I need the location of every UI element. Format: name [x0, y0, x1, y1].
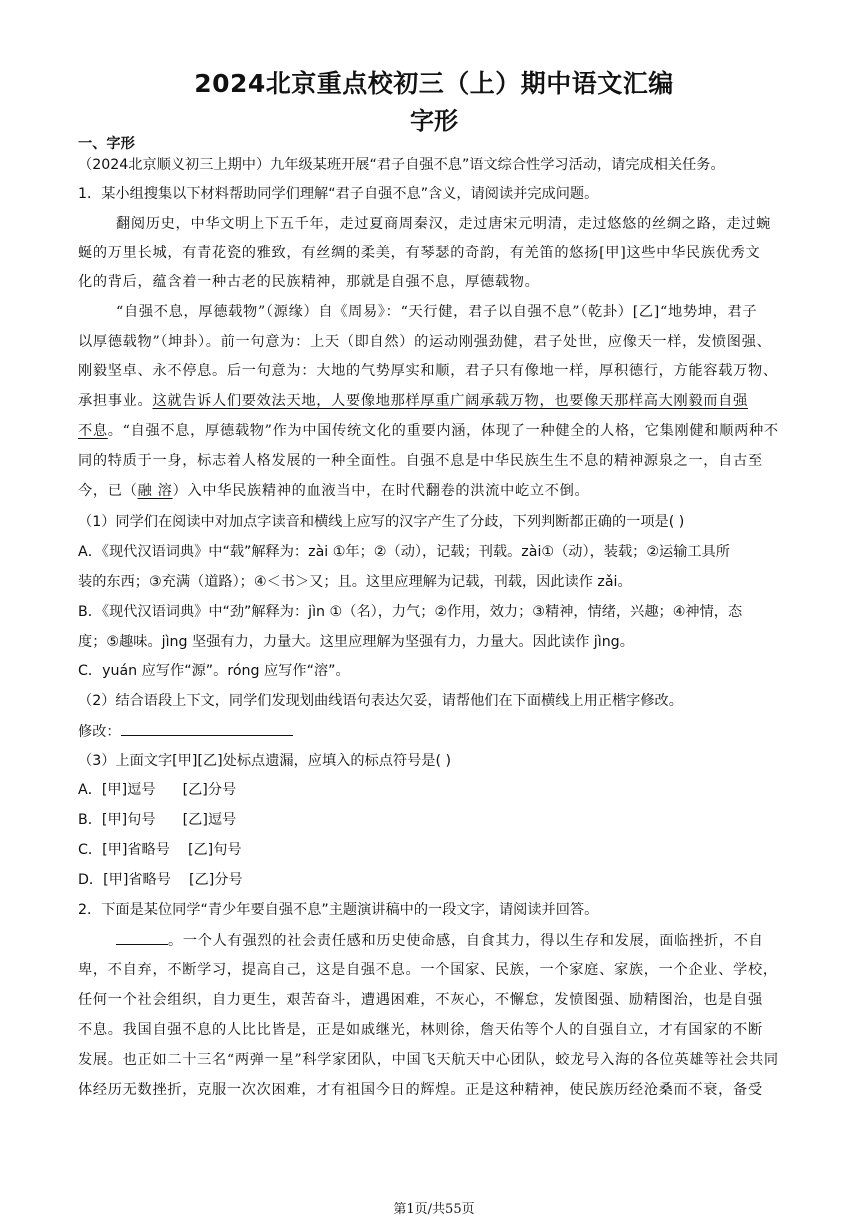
passage-line: [78, 420, 790, 442]
option-a: A．《现代汉语词典》中“载”解释为：zài ①年；②（动），记载；刊载。zài①（动），装载；②运输工具所: [78, 544, 730, 560]
choice-characters: 融 溶: [137, 483, 173, 499]
passage-text: 。“自强不息，厚德载物”作为中国传统文化的重要内涵，体现了一种健全的人格，它集刚健和顺两种不: [107, 423, 779, 439]
fix-label: 修改：: [78, 724, 121, 740]
section-heading: 一、字形: [78, 136, 135, 152]
speech-line: 不息。我国自强不息的人比比皆是，正是如戚继光，林则徐，詹天佑等个人的自强自立，才有国家的不断: [78, 1022, 763, 1038]
passage-line: 以厚德载物”（坤卦）。前一句意为：上天（即自然）的运动刚强劲健，君子处世，应像天一样，发愤图强、: [78, 334, 772, 350]
passage-line: 刚毅坚卓、永不停息。后一句意为：大地的气势厚实和顺，君子只有像地一样，厚积德行，方能容载万物、: [78, 363, 778, 379]
passage-line: 翻阅历史，中华文明上下五千年，走过夏商周秦汉，走过唐宋元明清，走过悠悠的丝绸之路，走过蜿: [116, 216, 772, 232]
speech-text: 。一个人有强烈的社会责任感和历史使命感，自食其力，得以生存和发展，面临挫折，不自: [168, 933, 764, 949]
choice-c: C．[甲]省略号 [乙]句号: [78, 842, 242, 858]
choice-b: B．[甲]句号 [乙]逗号: [78, 812, 237, 828]
passage-line: [78, 480, 790, 502]
option-a-cont: 装的东西；③充满（道路）；④＜书＞又；且。这里应理解为记载，刊载，因此读作 zǎi。: [78, 574, 632, 590]
speech-line: 任何一个社会组织，自力更生，艰苦奋斗，遭遇困难，不灰心，不懈怠，发愤图强、励精图治，也是自强: [78, 992, 763, 1008]
option-b: B．《现代汉语词典》中“劲”解释为：jìn ①（名），力气；②作用，效力；③精神，情绪，兴趣；④神情，态: [78, 604, 743, 620]
page-subtitle: 字形: [410, 107, 458, 135]
question-2-prompt: 2．下面是某位同学“青少年要自强不息”主题演讲稿中的一段文字，请阅读并回答。: [78, 902, 599, 918]
passage-text: 今，已（: [78, 483, 138, 499]
question-1-prompt: 1．某小组搜集以下材料帮助同学们理解“君子自强不息”含义，请阅读并完成问题。: [78, 186, 599, 202]
choice-a: A．[甲]逗号 [乙]分号: [78, 782, 237, 798]
page-footer: 第1页/共55页: [393, 1202, 475, 1217]
passage-line: 化的背后，蕴含着一种古老的民族精神，那就是自强不息，厚德载物。: [78, 274, 540, 290]
option-b-cont: 度；⑤趣味。jìng 坚强有力，力量大。这里应理解为坚强有力，力量大。因此读作 jìng。: [78, 634, 634, 650]
passage-text: 承担事业。: [78, 393, 153, 409]
sub-question-2: （2）结合语段上下文，同学们发现划曲线语句表达欠妥，请帮他们在下面横线上用正楷字修改。: [78, 693, 683, 709]
fix-answer-line: [78, 720, 790, 743]
passage-line: [78, 390, 790, 412]
speech-line: 体经历无数挫折，克服一次次困难，才有祖国今日的辉煌。正是这种精神，使民族历经沧桑而不衰，备受: [78, 1082, 763, 1098]
option-c: C．yuán 应写作“源”。róng 应写作“溶”。: [78, 663, 350, 679]
underlined-sentence: 这就告诉人们要效法天地，人要像地那样厚重广阔承载万物，也要像天那样高大刚毅而自强: [152, 393, 748, 409]
passage-line: “自强不息，厚德载物”（源缘）自《周易》：“天行健，君子以自强不息”（乾卦）[乙]“地势坤，君子: [116, 304, 758, 320]
sub-question-1: （1）同学们在阅读中对加点字读音和横线上应写的汉字产生了分歧，下列判断都正确的一项是( ): [78, 514, 685, 530]
sub-question-3: （3）上面文字[甲][乙]处标点遗漏，应填入的标点符号是( ): [78, 753, 452, 769]
passage-line: 蜒的万里长城，有青花瓷的雅致，有丝绸的柔美，有琴瑟的奇韵，有羌笛的悠扬[甲]这些中华民族优秀文: [78, 245, 761, 261]
speech-line: 卑，不自弃，不断学习，提高自己，这是自强不息。一个国家、民族，一个家庭、家族，一个企业、学校，: [78, 962, 778, 978]
page-title: 2024北京重点校初三（上）期中语文汇编: [194, 69, 674, 98]
underlined-sentence: 不息: [78, 423, 108, 439]
passage-line: 同的特质于一身，标志着人格发展的一种全面性。自强不息是中华民族生生不息的精神源泉之一，自古至: [78, 453, 763, 469]
source-note: （2024北京顺义初三上期中）九年级某班开展“君子自强不息”语文综合性学习活动，请完成相关任务。: [78, 157, 725, 173]
fill-blank[interactable]: [116, 929, 168, 945]
speech-line: 发展。也正如二十三名“两弹一星”科学家团队，中国飞天航天中心团队，蛟龙号入海的各位英雄等社会共同: [78, 1052, 779, 1068]
choice-d: D．[甲]省略号 [乙]分号: [78, 872, 243, 888]
answer-blank[interactable]: [121, 720, 293, 736]
passage-text: ）入中华民族精神的血液当中，在时代翻卷的洪流中屹立不倒。: [172, 483, 590, 499]
speech-line: [78, 929, 828, 952]
